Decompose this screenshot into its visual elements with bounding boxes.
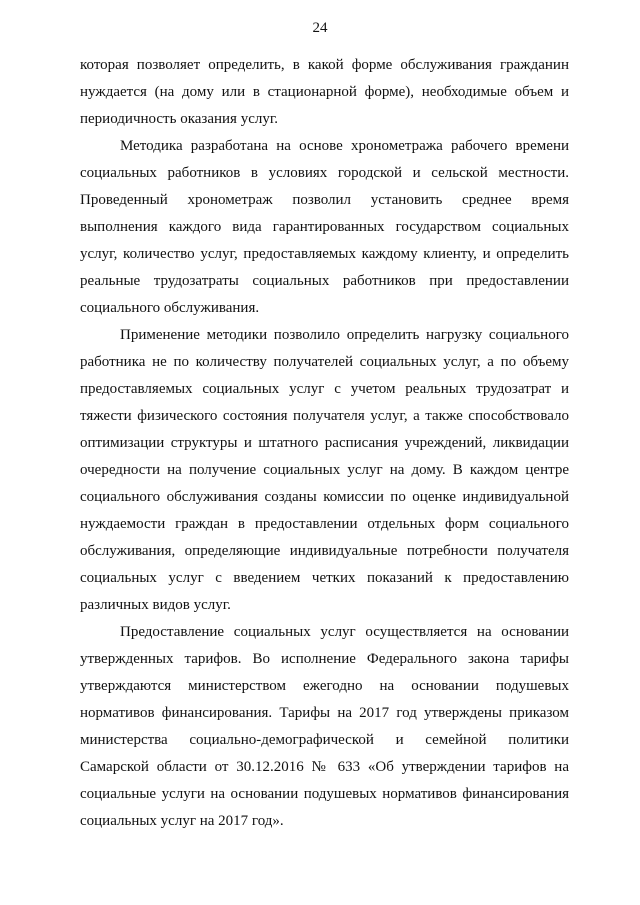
- paragraph-continuation: которая позволяет определить, в какой форме обслуживания гражданин нуждается (на дому или в стационарной форме), необходимые объем и периодичность оказания услуг.: [80, 57, 569, 127]
- document-body: [80, 52, 569, 835]
- paragraph-tariffs: Предоставление социальных услуг осуществляется на основании утвержденных тарифов. Во исполнение Федерального закона тарифы утверждаются министерством ежегодно на основании подушевых нормативов финансирования. Тарифы на 2017 год утверждены приказом министерства социально-демографической и семейной политики Самарской области от 30.12.2016 № 633 «Об утверждении тарифов на социальные услуги на основании подушевых нормативов финансирования социальных услуг на 2017 год».: [80, 624, 569, 829]
- page-number: 24: [312, 20, 328, 36]
- paragraph-methodology: Методика разработана на основе хронометража рабочего времени социальных работников в условиях городской и сельской местности. Проведенный хронометраж позволил установить среднее время выполнения каждого вида гарантированных государством социальных услуг, количество услуг, предоставляемых каждому клиенту, и определить реальные трудозатраты социальных работников при предоставлении социального обслуживания.: [80, 138, 569, 316]
- paragraph-application: Применение методики позволило определить нагрузку социального работника не по количеству получателей социальных услуг, а по объему предоставляемых социальных услуг с учетом реальных трудозатрат и тяжести физического состояния получателя услуг, а также способствовало оптимизации структуры и штатного расписания учреждений, ликвидации очередности на получение социальных услуг на дому. В каждом центре социального обслуживания созданы комиссии по оценке индивидуальной нуждаемости граждан в предоставлении отдельных форм социального обслуживания, определяющие индивидуальные потребности получателя социальных услуг с введением четких показаний к предоставлению различных видов услуг.: [80, 327, 569, 613]
